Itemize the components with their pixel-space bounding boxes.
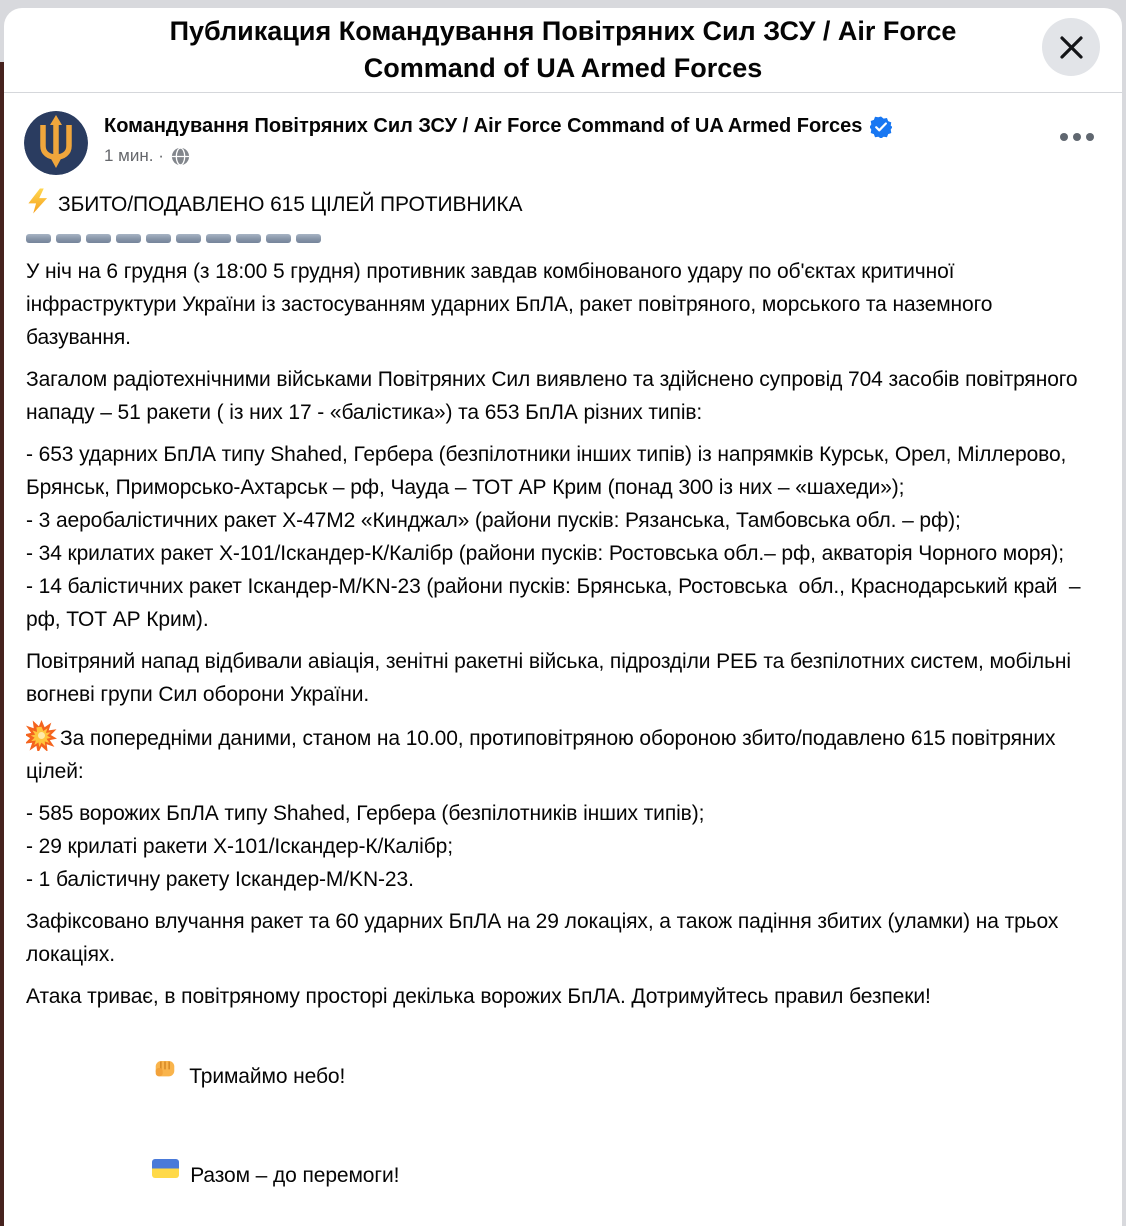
paragraph-hits [26, 905, 1094, 971]
author-line [104, 113, 1052, 140]
post-modal [4, 8, 1122, 1226]
close-button[interactable] [1042, 18, 1100, 76]
list-item: - 1 балістичну ракету Іскандер-М/KN-23. [26, 868, 414, 891]
list-item: - 653 ударних БпЛА типу Shahed, Гербера (безпілотники інших типів) із напрямків Курськ, Орел, Міллерово, Брянськ, Приморсько-Ахтарськ – рф, Чауда – ТОТ АР Крим (понад 300 із них – «шахеди»); [26, 443, 1073, 499]
detected-list [26, 438, 1094, 636]
more-options-button[interactable] [1052, 123, 1102, 154]
slogans [26, 1022, 1094, 1225]
paragraph-intro [26, 255, 1094, 354]
paragraph-text: Повітряний напад відбивали авіація, зенітні ракетні війська, підрозділи РЕБ та безпілотних систем, мобільні вогневі групи Сил оборони України. [26, 650, 1077, 706]
slogan-victory [26, 1126, 1094, 1225]
post-meta [104, 146, 1052, 166]
minus-dash-icon [26, 234, 51, 243]
author-block [104, 111, 1052, 166]
minus-dash-icon [296, 234, 321, 243]
collision-icon [26, 720, 57, 751]
paragraph-text: Зафіксовано влучання ракет та 60 ударних БпЛА на 29 локаціях, а також падіння збитих (уламки) на трьох локаціях. [26, 910, 1065, 966]
slogan-text: Разом – до перемоги! [190, 1164, 400, 1187]
minus-dash-icon [86, 234, 111, 243]
avatar[interactable] [24, 111, 88, 175]
downed-list [26, 797, 1094, 896]
timestamp[interactable]: 1 мин. · [104, 146, 164, 165]
slogan-sky [26, 1022, 1094, 1126]
paragraph-text: Атака триває, в повітряному просторі декілька ворожих БпЛА. Дотримуйтесь правил безпеки! [26, 985, 931, 1008]
lightning-icon [26, 187, 49, 215]
paragraph-text: У ніч на 6 грудня (з 18:00 5 грудня) противник завдав комбінованого удару по об'єктах критичної інфраструктури України із застосуванням ударних БпЛА, ракет повітряного, морського та наземного базування. [26, 260, 999, 349]
close-icon [1058, 34, 1085, 61]
globe-icon [171, 147, 190, 166]
paragraph-defense [26, 645, 1094, 711]
list-item: - 34 крилатих ракет Х-101/Іскандер-К/Калібр (райони пусків: Ростовська обл.– рф, акваторія Чорного моря); [26, 542, 1064, 565]
paragraph-ongoing [26, 980, 1094, 1013]
minus-dash-icon [116, 234, 141, 243]
paragraph-preliminary [26, 720, 1094, 788]
ukraine-flag-icon [83, 1159, 179, 1178]
ellipsis-icon [1058, 131, 1096, 146]
minus-dash-icon [176, 234, 201, 243]
list-item: - 29 крилаті ракети Х-101/Іскандер-К/Калібр; [26, 835, 453, 858]
post-body [4, 175, 1122, 1225]
minus-dash-icon [146, 234, 171, 243]
paragraph-total [26, 363, 1094, 429]
verified-badge-icon [870, 116, 892, 138]
post-headline [26, 187, 1094, 221]
modal-title: Публикация Командування Повітряних Сил ЗСУ / Air Force Command of UA Armed Forces [169, 16, 957, 83]
list-item: - 3 аеробалістичних ракет Х-47М2 «Кинджал» (райони пусків: Рязанська, Тамбовська обл. – рф); [26, 509, 961, 532]
author-name-link[interactable]: Командування Повітряних Сил ЗСУ / Air Force Command of UA Armed Forces [104, 115, 863, 137]
raised-fist-icon [83, 1055, 178, 1081]
trident-emblem-icon [24, 162, 88, 175]
slogan-text: Тримаймо небо! [189, 1065, 346, 1088]
minus-dash-icon [56, 234, 81, 243]
list-item: - 14 балістичних ракет Іскандер-М/KN-23 (райони пусків: Брянська, Ростовська обл., Краснодарський край – рф, ТОТ АР Крим). [26, 575, 1087, 631]
post [4, 93, 1122, 1225]
minus-dash-icon [236, 234, 261, 243]
minus-dash-icon [206, 234, 231, 243]
post-header [4, 93, 1122, 175]
divider-dash-row [26, 230, 1094, 246]
paragraph-text: Загалом радіотехнічними військами Повітряних Сил виявлено та здійснено супровід 704 засобів повітряного нападу – 51 ракети ( із них 17 - «балістика») та 653 БпЛА різних типів: [26, 368, 1084, 424]
list-item: - 585 ворожих БпЛА типу Shahed, Гербера (безпілотників інших типів); [26, 802, 705, 825]
modal-header [4, 8, 1122, 93]
headline-text: ЗБИТО/ПОДАВЛЕНО 615 ЦІЛЕЙ ПРОТИВНИКА [58, 193, 523, 216]
paragraph-text: За попередніми даними, станом на 10.00, протиповітряною обороною збито/подавлено 615 повітряних цілей: [26, 727, 1062, 783]
minus-dash-icon [266, 234, 291, 243]
